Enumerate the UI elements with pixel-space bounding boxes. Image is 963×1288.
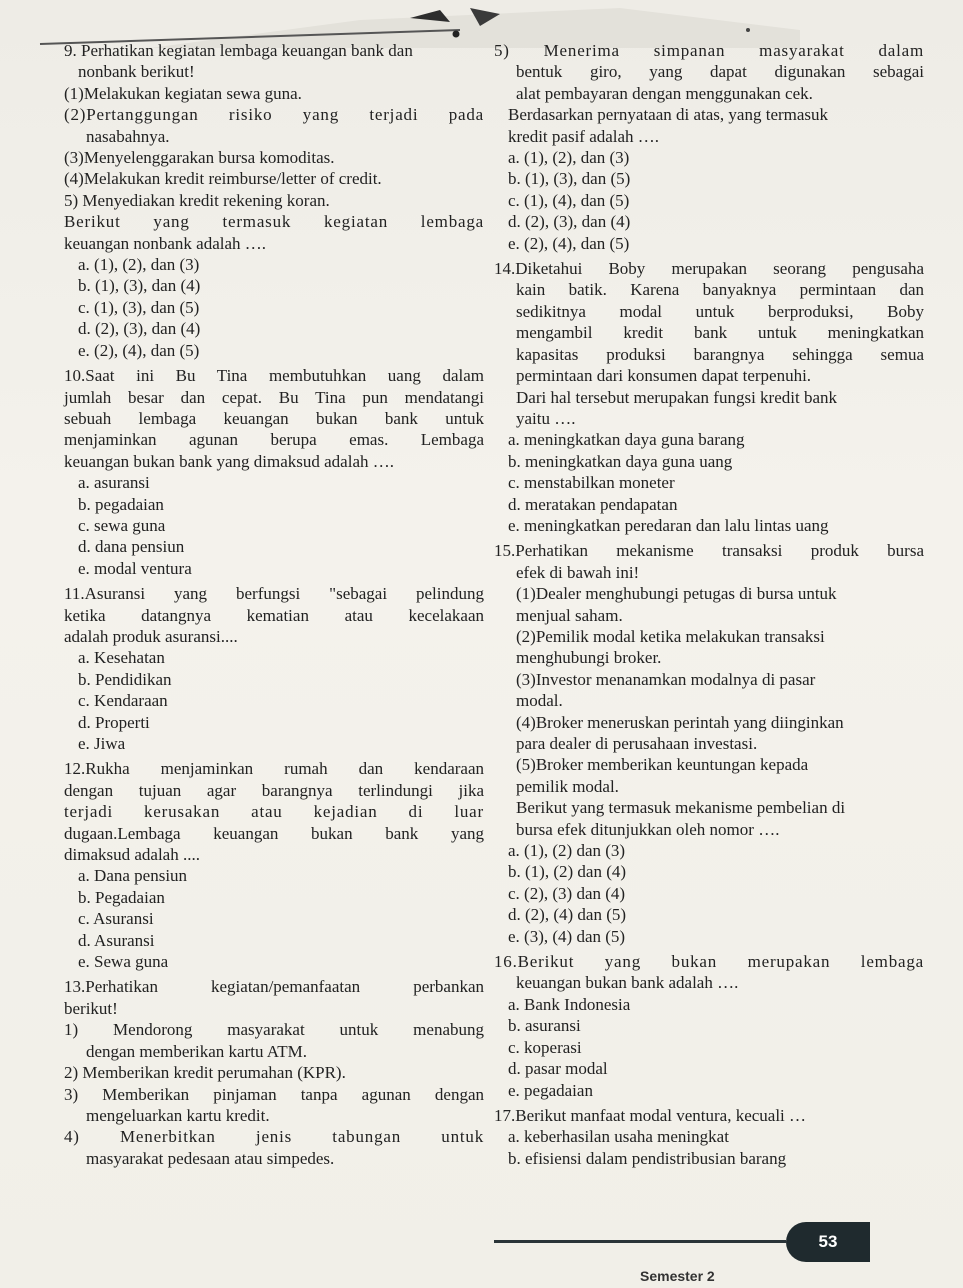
q15-option-c: c. (2), (3) dan (4)	[508, 883, 626, 903]
question-16	[494, 951, 924, 1101]
q14-line-4: mengambil kredit bank untuk meningkatkan	[516, 323, 924, 343]
q10-line-2: jumlah besar dan cepat. Bu Tina pun mendatangi	[64, 387, 484, 407]
q17-option-b: b. efisiensi dalam pendistribusian barang	[508, 1148, 787, 1168]
question-9	[64, 40, 484, 361]
q13-item-4: 4) Menerbitkan jenis tabungan untuk	[64, 1127, 484, 1147]
question-14	[494, 258, 924, 536]
q12-line-5: dimaksud adalah ....	[64, 845, 200, 865]
q15-line-1: 15.Perhatikan mekanisme transaksi produk bursa	[494, 541, 924, 561]
q9-option-d: d. (2), (3), dan (4)	[78, 319, 201, 339]
q9-option-b: b. (1), (3), dan (4)	[78, 276, 201, 296]
q10-option-d: d. dana pensiun	[78, 537, 185, 557]
q15-option-d: d. (2), (4) dan (5)	[508, 905, 627, 925]
q13-option-e: e. (2), (4), dan (5)	[508, 233, 630, 253]
q14-option-a: a. meningkatkan daya guna barang	[508, 430, 745, 450]
q14-line-8: yaitu ….	[516, 408, 576, 428]
question-12	[64, 758, 484, 972]
q9-stem-1: Berikut yang termasuk kegiatan lembaga	[64, 212, 484, 232]
question-10	[64, 365, 484, 579]
q11-option-e: e. Jiwa	[78, 734, 126, 753]
q15-item-2-cont: menghubungi broker.	[516, 648, 662, 668]
q9-item-4: (4)Melakukan kredit reimburse/letter of credit.	[64, 169, 382, 189]
q15-item-2: (2)Pemilik modal ketika melakukan transaksi	[516, 626, 825, 646]
q15-item-4-cont: para dealer di perusahaan investasi.	[516, 734, 758, 753]
q15-stem-2: bursa efek ditunjukkan oleh nomor ….	[516, 819, 780, 839]
question-13	[64, 976, 484, 1169]
q14-line-1: 14.Diketahui Boby merupakan seorang pengusaha	[494, 259, 924, 279]
q13-option-c: c. (1), (4), dan (5)	[508, 190, 630, 210]
q11-option-c: c. Kendaraan	[78, 691, 168, 711]
q10-line-1: 10.Saat ini Bu Tina membutuhkan uang dalam	[64, 366, 484, 386]
q11-option-d: d. Properti	[78, 712, 150, 732]
q13-option-b: b. (1), (3), dan (5)	[508, 169, 631, 189]
right-column	[494, 40, 924, 1173]
q11-line-3: adalah produk asuransi....	[64, 626, 238, 646]
q14-option-c: c. menstabilkan moneter	[508, 473, 675, 493]
q9-option-a: a. (1), (2), dan (3)	[78, 255, 200, 275]
q16-line-2: keuangan bukan bank adalah ….	[516, 973, 739, 993]
q10-option-c: c. sewa guna	[78, 515, 166, 535]
footer-rule	[494, 1240, 786, 1243]
q14-line-7: Dari hal tersebut merupakan fungsi kredit bank	[516, 387, 838, 407]
q10-option-b: b. pegadaian	[78, 494, 164, 514]
q10-line-5: keuangan bukan bank yang dimaksud adalah ….	[64, 451, 394, 471]
q12-option-d: d. Asuransi	[78, 930, 155, 950]
q16-line-1: 16.Berikut yang bukan merupakan lembaga	[494, 952, 924, 972]
q10-option-a: a. asuransi	[78, 473, 150, 493]
q13-item-2: 2) Memberikan kredit perumahan (KPR).	[64, 1063, 346, 1083]
q13-line-2: berikut!	[64, 998, 118, 1018]
q13-option-d: d. (2), (3), dan (4)	[508, 212, 631, 232]
q9-option-e: e. (2), (4), dan (5)	[78, 340, 200, 360]
q13-item-5-cont-1: bentuk giro, yang dapat digunakan sebagai	[516, 62, 924, 82]
q14-option-b: b. meningkatkan daya guna uang	[508, 451, 733, 471]
q17-option-a: a. keberhasilan usaha meningkat	[508, 1127, 729, 1147]
q13-item-1-cont: dengan memberikan kartu ATM.	[86, 1041, 307, 1061]
q12-option-a: a. Dana pensiun	[78, 866, 188, 886]
q9-line-1: 9. Perhatikan kegiatan lembaga keuangan bank dan	[64, 41, 413, 60]
q16-option-b: b. asuransi	[508, 1016, 581, 1036]
q9-item-1: (1)Melakukan kegiatan sewa guna.	[64, 83, 302, 103]
q13-line-1: 13.Perhatikan kegiatan/pemanfaatan perbankan	[64, 977, 484, 997]
q9-item-2: (2)Pertanggungan risiko yang terjadi pada	[64, 105, 484, 125]
q11-option-a: a. Kesehatan	[78, 648, 165, 668]
question-15	[494, 540, 924, 947]
q15-option-b: b. (1), (2) dan (4)	[508, 862, 627, 882]
q14-line-6: permintaan dari konsumen dapat terpenuhi.	[516, 366, 812, 386]
q15-item-1-cont: menjual saham.	[516, 605, 623, 625]
q16-option-e: e. pegadaian	[508, 1080, 593, 1100]
q14-line-3: sedikitnya modal untuk berproduksi, Boby	[516, 301, 924, 321]
q13-item-3: 3) Memberikan pinjaman tanpa agunan dengan	[64, 1084, 484, 1104]
q15-item-5-cont: pemilik modal.	[516, 776, 619, 796]
q12-option-e: e. Sewa guna	[78, 952, 169, 972]
q13-item-5: 5) Menerima simpanan masyarakat dalam	[494, 41, 924, 60]
q13-option-a: a. (1), (2), dan (3)	[508, 148, 630, 168]
q15-item-1: (1)Dealer menghubungi petugas di bursa untuk	[516, 584, 837, 604]
q13-stem-1: Berdasarkan pernyataan di atas, yang termasuk	[508, 105, 829, 125]
left-column	[64, 40, 484, 1173]
q12-line-1: 12.Rukha menjaminkan rumah dan kendaraan	[64, 759, 484, 779]
q15-option-e: e. (3), (4) dan (5)	[508, 926, 626, 946]
q14-option-e: e. meningkatkan peredaran dan lalu lintas uang	[508, 515, 829, 535]
q10-line-4: menjaminkan agunan berupa emas. Lembaga	[64, 430, 484, 450]
q15-stem-1: Berikut yang termasuk mekanisme pembelian di	[516, 798, 846, 818]
question-13-continued	[494, 40, 924, 254]
q11-line-2: ketika datangnya kematian atau kecelakaan	[64, 605, 484, 625]
q12-line-4: dugaan.Lembaga keuangan bukan bank yang	[64, 823, 484, 843]
q9-line-2: nonbank berikut!	[78, 62, 195, 82]
page-number-badge: 53	[786, 1222, 870, 1262]
q12-line-3: terjadi kerusakan atau kejadian di luar	[64, 802, 484, 822]
q16-option-d: d. pasar modal	[508, 1059, 608, 1079]
q15-item-3: (3)Investor menanamkan modalnya di pasar	[516, 669, 816, 689]
q9-item-3: (3)Menyelenggarakan bursa komoditas.	[64, 148, 335, 168]
q9-option-c: c. (1), (3), dan (5)	[78, 297, 200, 317]
q13-stem-2: kredit pasif adalah ….	[508, 126, 660, 146]
q13-item-1: 1) Mendorong masyarakat untuk menabung	[64, 1020, 484, 1040]
q12-option-b: b. Pegadaian	[78, 887, 165, 907]
q12-option-c: c. Asuransi	[78, 909, 154, 929]
q9-item-5: 5) Menyediakan kredit rekening koran.	[64, 190, 330, 210]
q15-item-5: (5)Broker memberikan keuntungan kepada	[516, 755, 809, 775]
q11-line-1: 11.Asuransi yang berfungsi "sebagai pelindung	[64, 584, 484, 604]
ornament-dot-1	[453, 31, 460, 38]
ornament-dot-2	[746, 28, 750, 32]
q16-option-c: c. koperasi	[508, 1037, 582, 1057]
q17-line-1: 17.Berikut manfaat modal ventura, kecuali …	[494, 1105, 807, 1125]
q10-line-3: sebuah lembaga keuangan bukan bank untuk	[64, 408, 484, 428]
question-11	[64, 583, 484, 754]
q9-stem-2: keuangan nonbank adalah ….	[64, 233, 267, 253]
q13-item-4-cont: masyarakat pedesaan atau simpedes.	[86, 1148, 335, 1168]
q11-option-b: b. Pendidikan	[78, 669, 172, 689]
q14-option-d: d. meratakan pendapatan	[508, 494, 678, 514]
semester-label: Semester 2	[640, 1268, 715, 1284]
q15-option-a: a. (1), (2) dan (3)	[508, 841, 626, 861]
q16-option-a: a. Bank Indonesia	[508, 994, 631, 1014]
q13-item-3-cont: mengeluarkan kartu kredit.	[86, 1105, 270, 1125]
q13-item-5-cont-2: alat pembayaran dengan menggunakan cek.	[516, 83, 813, 103]
question-17	[494, 1105, 924, 1169]
q10-option-e: e. modal ventura	[78, 558, 192, 578]
q15-item-3-cont: modal.	[516, 691, 563, 711]
q14-line-2: kain batik. Karena banyaknya permintaan dan	[516, 280, 924, 300]
q14-line-5: kapasitas produksi barangnya sehingga semua	[516, 344, 924, 364]
q15-item-4: (4)Broker meneruskan perintah yang diinginkan	[516, 712, 844, 732]
q9-item-2-cont: nasabahnya.	[86, 126, 170, 146]
q12-line-2: dengan tujuan agar barangnya terlindungi jika	[64, 780, 484, 800]
q15-line-2: efek di bawah ini!	[516, 562, 640, 582]
